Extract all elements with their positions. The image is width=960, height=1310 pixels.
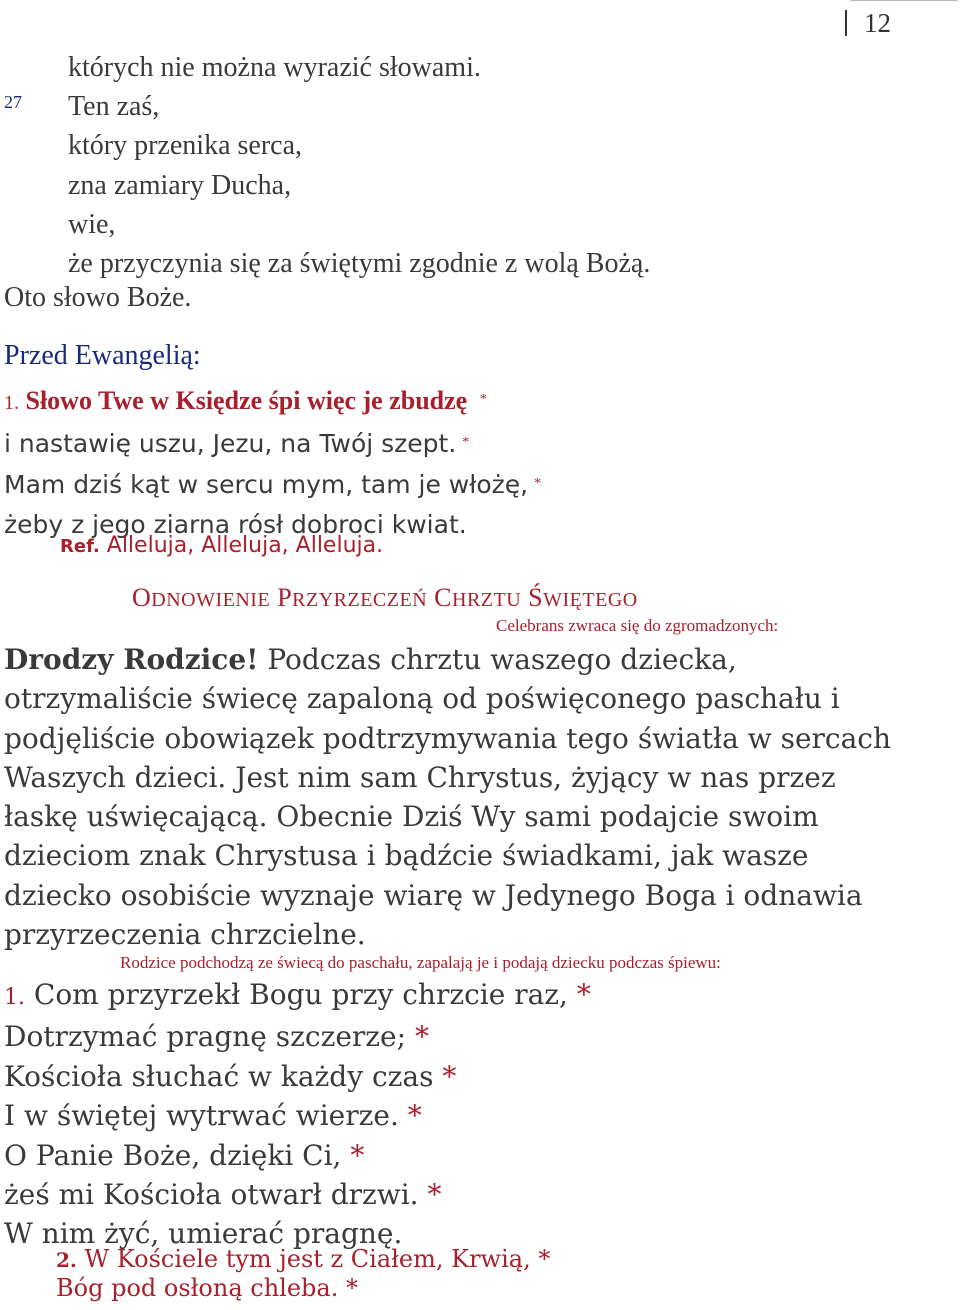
prose-line: Podczas chrztu waszego dziecka, [258,643,737,676]
song-verse-2-line: Bóg pod osłoną chleba. * [56,1274,358,1302]
rubric-parents: Rodzice podchodzą ze świecą do paschału, zapalają je i podają dziecku podczas śpiewu: [120,953,721,972]
hymn-line: i nastawię uszu, Jezu, na Twój szept. [4,429,457,458]
song-line: Kościoła słuchać w każdy czas [4,1059,443,1093]
hymn-line: żeby z jego ziarna rósł dobroci kwiat. [4,510,467,539]
prose-line: dziecko osobiście wyznaje wiarę w Jedynego Boga i odnawia [4,878,863,912]
header-rule [850,0,958,1]
hymn-first-line: Słowo Twe w Księdze śpi więc je zbudzę [25,386,468,415]
song-verse-1 [4,975,591,1254]
song-number: 1. [4,985,25,1010]
song-line: O Panie Boże, dzięki Ci, [4,1138,351,1172]
reading-text [68,48,650,283]
section-title [132,583,638,613]
reading-line: wie, [68,208,116,240]
song-verse-2-number: 2. [56,1248,77,1272]
song-star: * [427,1178,442,1212]
song-star: * [414,1020,429,1054]
reading-line: który przenika serca, [68,130,302,162]
verse-number: 27 [4,92,22,112]
title-word: CHRZTU [434,583,522,612]
reading-line: których nie można wyrazić słowami. [68,52,481,83]
acclamation-hymn [4,380,541,545]
prose-line: podjęliście obowiązek podtrzymywania tego światła w sercach [4,721,892,755]
song-line: żeś mi Kościoła otwarł drzwi. [4,1178,428,1212]
reading-line: zna zamiary Ducha, [68,169,292,201]
reading-closing: Oto słowo Boże. [4,282,192,313]
rubric-celebrant: Celebrans zwraca się do zgromadzonych: [496,616,779,635]
hymn-star: * [534,476,542,491]
hymn-line: Mam dziś kąt w sercu mym, tam je włożę, [4,470,529,499]
song-star: * [407,1099,422,1133]
refrain [60,533,383,558]
address-prose [4,640,904,954]
address-greeting: Drodzy Rodzice! [4,643,259,676]
reading-line: że przyczynia się za świętymi zgodnie z wolą Bożą. [68,248,651,280]
refrain-label: Ref. [60,536,100,557]
song-line: I w świętej wytrwać wierze. [4,1099,408,1133]
song-verse-2-line: W Kościele tym jest z Ciałem, Krwią, * [84,1245,551,1273]
page-number-bar [845,10,847,36]
prose-line: otrzymaliście świecę zapaloną od poświęconego paschału i [4,682,840,716]
song-star: * [350,1138,365,1172]
reading-line: Ten zaś, [68,91,160,123]
song-line: W nim żyć, umierać pragnę. [4,1217,403,1251]
song-star: * [576,978,591,1011]
prose-line: przyrzeczenia chrzcielne. [4,918,366,952]
prose-line: dzieciom znak Chrystusa i bądźcie świadkami, jak wasze [4,839,809,873]
gospel-acclamation-heading: Przed Ewangelią: [4,340,201,371]
hymn-star: * [479,392,487,407]
refrain-text: Alleluja, Alleluja, Alleluja. [106,533,384,558]
page-number: 12 [864,8,891,38]
title-word: ŚWIĘTEGO [528,583,638,612]
hymn-number: 1. [4,392,19,414]
song-line: Dotrzymać pragnę szczerze; [4,1020,415,1054]
title-word: PRZYRZECZEŃ [277,583,428,612]
song-verse-2 [56,1245,550,1302]
song-star: * [442,1059,457,1093]
title-word: ODNOWIENIE [132,583,271,612]
prose-line: Waszych dzieci. Jest nim sam Chrystus, żyjący w nas przez [4,760,836,794]
song-line: Com przyrzekł Bogu przy chrzcie raz, [25,978,577,1011]
hymn-star: * [462,435,470,450]
prose-line: łaskę uświęcającą. Obecnie Dziś Wy sami podajcie swoim [4,800,819,834]
